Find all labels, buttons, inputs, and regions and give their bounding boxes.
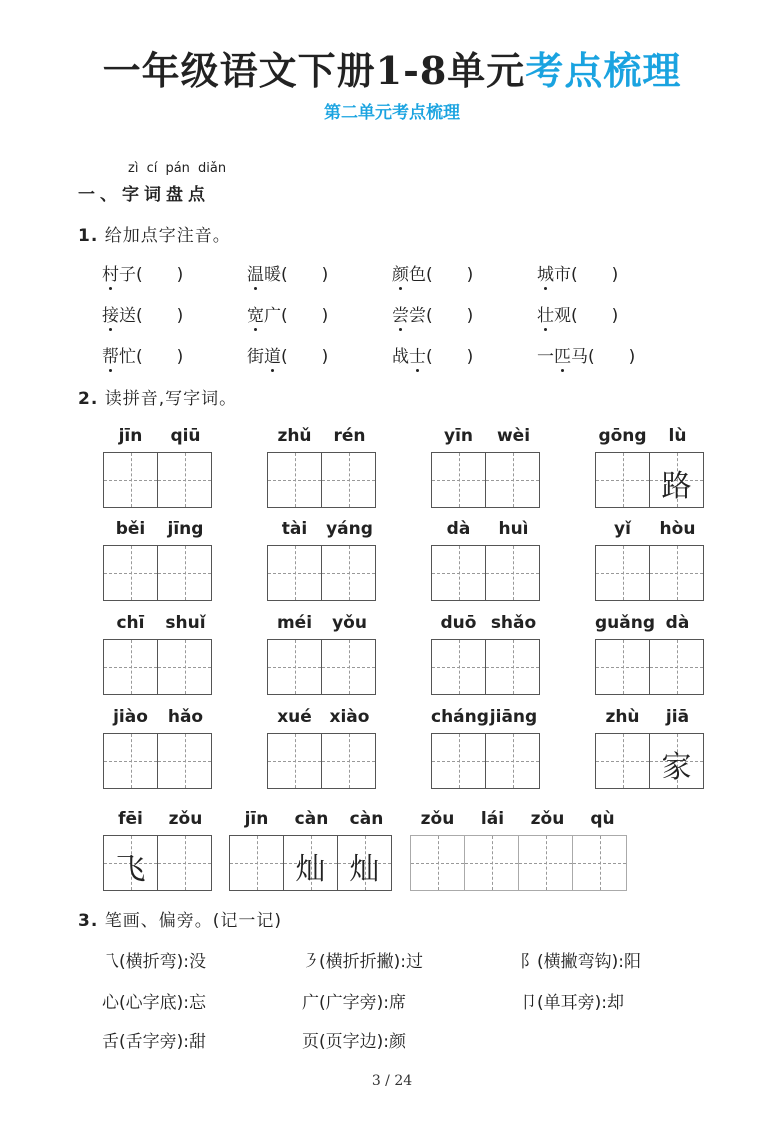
vocab-item: [537, 301, 682, 326]
writing-box[interactable]: [595, 545, 650, 601]
dotted-char: 尝: [392, 306, 409, 326]
vocab-item: [247, 260, 392, 285]
pinyin-syllable: yǒu: [332, 613, 367, 633]
written-char: 路: [661, 469, 692, 504]
writing-box[interactable]: [410, 835, 465, 891]
pinyin-grid-group: [431, 426, 541, 508]
pinyin-line: [103, 707, 213, 729]
writing-boxes: [431, 733, 541, 789]
writing-box[interactable]: [649, 545, 704, 601]
writing-boxes: [267, 733, 377, 789]
pinyin-line: [103, 613, 213, 635]
answer-blank[interactable]: ( ): [281, 265, 329, 285]
pinyin-grid-group: [267, 426, 377, 508]
pinyin-line: [595, 519, 705, 541]
stroke-item: 页(页字边):颜: [302, 1032, 406, 1052]
answer-blank[interactable]: ( ): [136, 347, 184, 367]
pinyin-syllable: dà: [665, 613, 690, 633]
stroke-item: ㇋(横折折撇):过: [302, 952, 423, 972]
page-subtitle: 第二单元考点梳理: [324, 103, 460, 123]
section-pinyin: zì cí pán diǎn: [128, 161, 227, 176]
writing-boxes: [431, 639, 541, 695]
vocab-word: [537, 260, 571, 285]
writing-boxes: [103, 733, 213, 789]
pinyin-syllable: yīn: [443, 426, 473, 446]
pinyin-syllable: wèi: [496, 426, 531, 446]
writing-box[interactable]: [157, 545, 212, 601]
pinyin-grid-group: [229, 809, 394, 891]
pinyin-grid-group: [103, 613, 213, 695]
vocab-item: [102, 260, 247, 285]
pinyin-line: [410, 809, 630, 831]
writing-box[interactable]: [321, 452, 376, 508]
question-3-text: 笔画、偏旁。(记一记): [104, 911, 282, 931]
grid-row-last: [0, 809, 784, 899]
answer-blank[interactable]: ( ): [136, 306, 184, 326]
stroke-item: 乁(横折弯):没: [102, 952, 206, 972]
writing-box[interactable]: [431, 639, 486, 695]
grid-row: [0, 613, 784, 703]
writing-box[interactable]: [157, 733, 212, 789]
vocab-item: [537, 260, 682, 285]
word-char: 广: [264, 306, 281, 326]
writing-box[interactable]: [595, 452, 650, 508]
vocab-word: [102, 301, 136, 326]
pinyin-syllable: zǒu: [168, 809, 203, 829]
pinyin-syllable: hòu: [659, 519, 696, 539]
word-char: 观: [554, 306, 571, 326]
page-number: 3 / 24: [371, 1073, 413, 1089]
writing-box[interactable]: [283, 835, 338, 891]
question-1-number: 1.: [78, 226, 99, 246]
grid-row: [0, 426, 784, 516]
writing-box[interactable]: [321, 545, 376, 601]
question-2: [78, 384, 237, 409]
word-char: 市: [554, 265, 571, 285]
dotted-char: 城: [537, 265, 554, 285]
writing-box[interactable]: [267, 452, 322, 508]
pinyin-syllable: jiā: [665, 707, 690, 727]
word-char: 暖: [264, 265, 281, 285]
vocab-item: [247, 301, 392, 326]
pinyin-grid-group: [103, 707, 213, 789]
vocab-item: [392, 260, 537, 285]
page-title: [0, 40, 784, 95]
vocab-word: [247, 342, 281, 367]
writing-box[interactable]: [464, 835, 519, 891]
vocab-word: [537, 342, 588, 367]
pinyin-syllable: lù: [668, 426, 687, 446]
writing-box[interactable]: [321, 733, 376, 789]
pinyin-grid-group: [410, 809, 630, 891]
writing-boxes: [410, 835, 630, 891]
pinyin-syllable: yǐ: [614, 519, 631, 539]
writing-box[interactable]: [267, 639, 322, 695]
pinyin-syllable: zǒu: [420, 809, 455, 829]
vocab-row: [102, 260, 682, 285]
title-main: 一年级语文下册1-8单元: [102, 48, 526, 93]
vocab-item: [102, 342, 247, 367]
pinyin-syllable: shuǐ: [165, 613, 206, 633]
answer-blank[interactable]: ( ): [426, 347, 474, 367]
pinyin-syllable: yáng: [326, 519, 373, 539]
stroke-item: 广(广字旁):席: [302, 993, 406, 1013]
pinyin-line: [431, 426, 541, 448]
pinyin-syllable: rén: [333, 426, 366, 446]
vocab-word: [537, 301, 571, 326]
writing-boxes: [103, 639, 213, 695]
grid-row: [0, 707, 784, 797]
pinyin-line: [595, 426, 705, 448]
word-char: 马: [571, 347, 588, 367]
stroke-item: 心(心字底):忘: [102, 993, 206, 1013]
written-char: 家: [661, 750, 692, 785]
writing-box[interactable]: [595, 733, 650, 789]
written-char: 灿: [349, 852, 380, 887]
section-heading: 一、字词盘点: [78, 185, 210, 205]
writing-boxes: [229, 835, 394, 891]
title-accent: 考点梳理: [525, 48, 682, 93]
pinyin-syllable: lái: [480, 809, 505, 829]
writing-box[interactable]: [431, 733, 486, 789]
pinyin-line: [103, 809, 213, 831]
pinyin-grid-group: [267, 707, 377, 789]
answer-blank[interactable]: ( ): [571, 306, 619, 326]
pinyin-syllable: jīn: [118, 426, 143, 446]
dotted-char: 宽: [247, 306, 264, 326]
stroke-row: [102, 947, 720, 972]
word-char: 子: [119, 265, 136, 285]
grid-row: [0, 519, 784, 609]
word-char: 尝: [409, 306, 426, 326]
writing-boxes: [595, 733, 705, 789]
pinyin-line: [267, 426, 377, 448]
pinyin-line: [229, 809, 394, 831]
pinyin-syllable: jīn: [244, 809, 269, 829]
pinyin-grid-group: [103, 426, 213, 508]
pinyin-syllable: jiāng: [489, 707, 538, 727]
pinyin-syllable: guǎng: [595, 613, 656, 633]
writing-box[interactable]: [267, 733, 322, 789]
pinyin-syllable: zhù: [605, 707, 640, 727]
pinyin-line: [431, 519, 541, 541]
pinyin-grid-group: [595, 613, 705, 695]
writing-boxes: [103, 835, 213, 891]
writing-box[interactable]: [649, 639, 704, 695]
stroke-item: 阝(横撇弯钩):阳: [520, 952, 641, 972]
writing-box[interactable]: [103, 452, 158, 508]
pinyin-line: [267, 707, 377, 729]
dotted-char: 颜: [392, 265, 409, 285]
writing-box[interactable]: [157, 835, 212, 891]
answer-blank[interactable]: ( ): [426, 306, 474, 326]
question-1-text: 给加点字注音。: [104, 226, 231, 246]
pinyin-syllable: méi: [276, 613, 313, 633]
pinyin-grid-group: [431, 519, 541, 601]
vocab-word: [392, 260, 426, 285]
writing-box[interactable]: [649, 733, 704, 789]
writing-box[interactable]: [485, 733, 540, 789]
writing-boxes: [595, 545, 705, 601]
writing-box[interactable]: [572, 835, 627, 891]
vocab-word: [102, 260, 136, 285]
pinyin-grid-group: [267, 519, 377, 601]
pinyin-grid-group: [267, 613, 377, 695]
vocab-row: [102, 342, 682, 367]
stroke-row: [102, 1027, 520, 1052]
writing-box[interactable]: [431, 545, 486, 601]
writing-boxes: [431, 545, 541, 601]
writing-box[interactable]: [157, 639, 212, 695]
written-char: 飞: [115, 852, 146, 887]
word-char: 战: [392, 347, 409, 367]
dotted-char: 匹: [554, 347, 571, 367]
writing-boxes: [267, 639, 377, 695]
writing-box[interactable]: [103, 733, 158, 789]
writing-box[interactable]: [103, 639, 158, 695]
pinyin-grid-group: [595, 519, 705, 601]
writing-boxes: [103, 452, 213, 508]
pinyin-syllable: hǎo: [167, 707, 204, 727]
writing-box[interactable]: [337, 835, 392, 891]
dotted-char: 接: [102, 306, 119, 326]
pinyin-syllable: běi: [115, 519, 146, 539]
writing-box[interactable]: [103, 545, 158, 601]
stroke-row: [102, 988, 720, 1013]
writing-boxes: [595, 452, 705, 508]
answer-blank[interactable]: ( ): [281, 306, 329, 326]
writing-boxes: [103, 545, 213, 601]
pinyin-line: [595, 707, 705, 729]
pinyin-grid-group: [595, 426, 705, 508]
answer-blank[interactable]: ( ): [281, 347, 329, 367]
pinyin-syllable: xué: [277, 707, 312, 727]
pinyin-syllable: jīng: [167, 519, 204, 539]
writing-box[interactable]: [157, 452, 212, 508]
dotted-char: 士: [409, 347, 426, 367]
pinyin-grid-group: [595, 707, 705, 789]
vocab-word: [392, 301, 426, 326]
pinyin-syllable: zǒu: [530, 809, 565, 829]
answer-blank[interactable]: ( ): [426, 265, 474, 285]
written-char: 灿: [295, 852, 326, 887]
vocab-word: [392, 342, 426, 367]
vocab-word: [102, 342, 136, 367]
pinyin-syllable: chī: [116, 613, 145, 633]
question-2-text: 读拼音,写字词。: [104, 389, 238, 409]
vocab-word: [247, 301, 281, 326]
pinyin-line: [103, 426, 213, 448]
writing-boxes: [267, 545, 377, 601]
writing-box[interactable]: [595, 639, 650, 695]
question-1: [78, 221, 231, 246]
writing-box[interactable]: [267, 545, 322, 601]
vocab-item: [537, 342, 682, 367]
vocab-word: [247, 260, 281, 285]
dotted-char: 温: [247, 265, 264, 285]
stroke-item: 舌(舌字旁):甜: [102, 1032, 206, 1052]
word-char: 街: [247, 347, 264, 367]
question-3: [78, 906, 282, 931]
pinyin-syllable: huì: [498, 519, 529, 539]
pinyin-grid-group: [103, 519, 213, 601]
pinyin-syllable: càn: [294, 809, 329, 829]
pinyin-syllable: fēi: [118, 809, 143, 829]
writing-box[interactable]: [485, 639, 540, 695]
vocab-item: [392, 342, 537, 367]
pinyin-line: [103, 519, 213, 541]
writing-box[interactable]: [485, 545, 540, 601]
answer-blank[interactable]: ( ): [571, 265, 619, 285]
pinyin-line: [431, 613, 541, 635]
dotted-char: 村: [102, 265, 119, 285]
dotted-char: 壮: [537, 306, 554, 326]
pinyin-line: [431, 707, 541, 729]
word-char: 一: [537, 347, 554, 367]
question-2-number: 2.: [78, 389, 99, 409]
pinyin-syllable: duō: [440, 613, 477, 633]
writing-box[interactable]: [649, 452, 704, 508]
pinyin-grid-group: [431, 613, 541, 695]
pinyin-line: [595, 613, 705, 635]
pinyin-syllable: qù: [590, 809, 615, 829]
pinyin-syllable: shǎo: [490, 613, 537, 633]
writing-box[interactable]: [321, 639, 376, 695]
vocab-row: [102, 301, 682, 326]
pinyin-syllable: zhǔ: [277, 426, 312, 446]
pinyin-grid-group: [103, 809, 213, 891]
writing-box[interactable]: [485, 452, 540, 508]
writing-box[interactable]: [229, 835, 284, 891]
vocab-item: [247, 342, 392, 367]
pinyin-grid-group: [431, 707, 541, 789]
answer-blank[interactable]: ( ): [136, 265, 184, 285]
pinyin-syllable: cháng: [431, 707, 489, 727]
question-3-number: 3.: [78, 911, 99, 931]
writing-boxes: [267, 452, 377, 508]
word-char: 送: [119, 306, 136, 326]
pinyin-line: [267, 519, 377, 541]
word-char: 色: [409, 265, 426, 285]
vocab-item: [102, 301, 247, 326]
pinyin-syllable: gōng: [598, 426, 647, 446]
writing-box[interactable]: [431, 452, 486, 508]
word-char: 忙: [119, 347, 136, 367]
stroke-item: 卩(单耳旁):却: [520, 993, 624, 1013]
writing-boxes: [431, 452, 541, 508]
writing-boxes: [595, 639, 705, 695]
writing-box[interactable]: [518, 835, 573, 891]
dotted-char: 帮: [102, 347, 119, 367]
pinyin-syllable: dà: [446, 519, 471, 539]
vocab-item: [392, 301, 537, 326]
answer-blank[interactable]: ( ): [588, 347, 636, 367]
pinyin-syllable: jiào: [113, 707, 148, 727]
pinyin-syllable: tài: [281, 519, 308, 539]
pinyin-line: [267, 613, 377, 635]
pinyin-syllable: càn: [349, 809, 384, 829]
writing-box[interactable]: [103, 835, 158, 891]
dotted-char: 道: [264, 347, 281, 367]
pinyin-syllable: qiū: [170, 426, 201, 446]
pinyin-syllable: xiào: [329, 707, 370, 727]
